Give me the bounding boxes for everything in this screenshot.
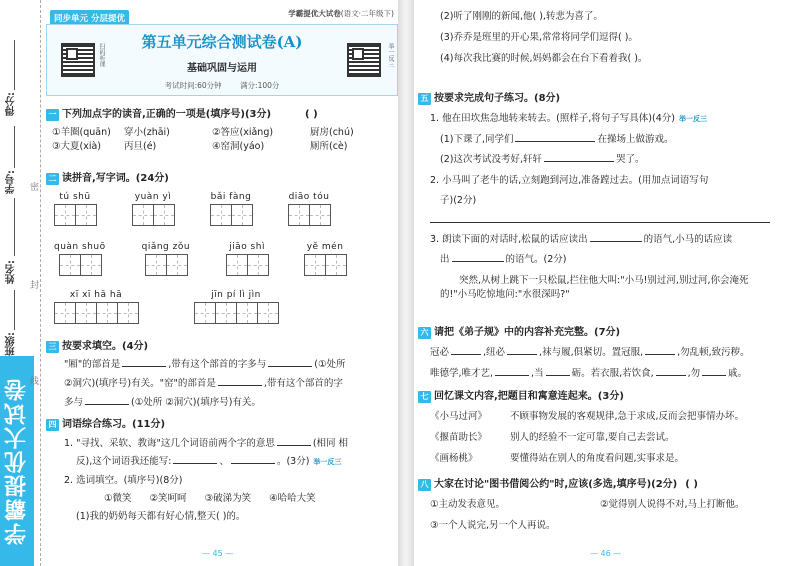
text: 多与 xyxy=(64,397,84,408)
writing-cell[interactable] xyxy=(166,254,188,276)
section-1-options xyxy=(52,126,394,154)
fill-blank[interactable] xyxy=(515,141,595,142)
seal-char-2: 封 xyxy=(30,281,40,291)
fill-blank[interactable] xyxy=(277,445,311,446)
fill-blank[interactable] xyxy=(544,161,614,162)
writing-cell[interactable] xyxy=(96,302,118,324)
section-6-title: 请把《弟子规》中的内容补充完整。(7分) xyxy=(434,327,621,338)
text: 在操场上做游戏。 xyxy=(597,134,674,145)
sentence-line: (4)每次我比赛的时候,妈妈都会在台下看着我( )。 xyxy=(440,53,648,64)
fill-blank[interactable] xyxy=(173,463,217,464)
writing-cell[interactable] xyxy=(231,204,253,226)
match-row xyxy=(430,452,778,465)
section-7-number: 七 xyxy=(418,391,431,403)
pinyin-text: qiǎng zǒu xyxy=(141,242,191,252)
text: 3. 朗读下面的对话时,松鼠的话应读出 xyxy=(430,234,588,245)
choice: ②笑呵呵 xyxy=(149,493,187,504)
section-8 xyxy=(418,478,778,532)
section-1-title: 下列加点字的读音,正确的一项是(填序号)(3分) xyxy=(62,109,272,120)
option-text: ②觉得别人说得不对,马上打断他。 xyxy=(600,499,745,510)
text: ,带有这个部首的字多与 xyxy=(168,359,267,370)
fill-blank[interactable] xyxy=(590,241,642,242)
writing-cell[interactable] xyxy=(75,302,97,324)
fill-blank[interactable] xyxy=(546,375,570,376)
fill-blank[interactable] xyxy=(85,404,129,405)
pinyin-group xyxy=(54,290,138,324)
moral-text[interactable]: 不顾事物发展的客观规律,急于求成,反而会把事情办坏。 xyxy=(510,411,745,422)
section-5-header xyxy=(418,92,778,106)
option-text: 厨房(chú) xyxy=(310,127,354,138)
section-6-line-2 xyxy=(430,367,778,380)
section-2-title: 读拼音,写字词。(24分) xyxy=(62,173,169,184)
exam-header xyxy=(46,24,398,96)
section-7-header xyxy=(418,390,778,404)
section-3-title: 按要求填空。(4分) xyxy=(62,341,149,352)
pinyin-group xyxy=(226,242,268,276)
text: ,当 xyxy=(531,368,544,379)
option-text: ①主动发表意见。 xyxy=(430,499,506,510)
name-label: 姓名: xyxy=(6,260,17,284)
pinyin-text: xī xī hā hā xyxy=(69,290,123,300)
text: (①处所 xyxy=(314,359,346,370)
section-3-header xyxy=(46,340,394,354)
fill-blank[interactable] xyxy=(495,375,529,376)
writing-cell[interactable] xyxy=(75,204,97,226)
section-4-title: 词语综合练习。(11分) xyxy=(62,419,166,430)
text: 1. "寻找、采软、教诲"这几个词语前两个字的意思 xyxy=(64,438,275,449)
writing-cell[interactable] xyxy=(304,254,326,276)
series-name: 学霸提优大试卷(语文·二年级下) xyxy=(288,9,394,18)
fill-blank[interactable] xyxy=(452,261,504,262)
section-4-header xyxy=(46,418,394,432)
writing-cell[interactable] xyxy=(247,254,269,276)
pinyin-group xyxy=(194,290,278,324)
text: "厢"的部首是 xyxy=(64,359,121,370)
text: ,带有这个部首的字 xyxy=(263,378,343,389)
text: 的语气。(2分) xyxy=(505,254,567,265)
text: ②洞穴)(填序号)有关。"窑"的部首是 xyxy=(64,378,216,389)
moral-text[interactable]: 要懂得站在别人的角度看问题,实事求是。 xyxy=(510,453,685,464)
section-5-q3-line-2 xyxy=(440,253,778,266)
left-page xyxy=(42,0,398,566)
fill-blank[interactable] xyxy=(645,354,675,355)
seal-char-3: 线 xyxy=(30,377,40,387)
story-title[interactable]: 《画杨桃》 xyxy=(430,453,478,464)
text: 反),这个词语我还能写: xyxy=(76,456,172,467)
fill-blank[interactable] xyxy=(656,375,686,376)
pinyin-text: bǎi fàng xyxy=(210,192,252,202)
text: 冠必 xyxy=(430,347,450,358)
pinyin-group xyxy=(288,192,330,226)
pinyin-text: diāo tóu xyxy=(288,192,330,202)
writing-cell[interactable] xyxy=(132,204,154,226)
option-text: 穿小(zhāi) xyxy=(124,127,170,138)
section-2-header xyxy=(46,172,169,186)
pinyin-group xyxy=(54,192,96,226)
section-7 xyxy=(418,390,778,465)
writing-cell[interactable] xyxy=(194,302,216,324)
option-text: 丙旦(é) xyxy=(124,141,157,152)
student-id-line xyxy=(14,126,15,168)
dialogue-passage: 突然,从树上跳下一只松鼠,拦住他大叫:"小马!别过河,别过河,你会淹死的!"小马吃惊地问:"水很深吗?" xyxy=(440,275,749,300)
writing-cell[interactable] xyxy=(54,204,76,226)
exam-score: 满分:100分 xyxy=(240,81,280,90)
section-5-number: 五 xyxy=(418,93,431,105)
pinyin-group xyxy=(210,192,252,226)
pinyin-group xyxy=(54,242,106,276)
section-5-title: 按要求完成句子练习。(8分) xyxy=(434,93,561,104)
seal-char-1: 密 xyxy=(30,183,40,193)
score-line xyxy=(14,40,15,90)
fill-blank[interactable] xyxy=(702,375,726,376)
writing-cell[interactable] xyxy=(257,302,279,324)
section-4-q1-line-1 xyxy=(64,437,394,450)
sentence-line: (2)听了刚刚的新闻,他( ),转悲为喜了。 xyxy=(440,11,603,22)
section-3-line-3 xyxy=(64,396,394,409)
section-3-line-1 xyxy=(64,358,394,371)
text: 唯德学,唯才艺, xyxy=(430,368,494,379)
writing-cell[interactable] xyxy=(54,302,76,324)
pinyin-text: jiāo shì xyxy=(229,242,265,252)
section-1-number: 一 xyxy=(46,109,59,121)
fill-blank[interactable] xyxy=(122,366,166,367)
right-page xyxy=(414,0,784,566)
text: ,勿 xyxy=(687,368,701,379)
moral-text[interactable]: 别人的经验不一定可靠,要自己去尝试。 xyxy=(510,432,675,443)
match-row xyxy=(430,410,778,423)
section-1-answer[interactable]: ( ) xyxy=(305,109,318,120)
score-label: 得分: xyxy=(6,92,17,116)
pinyin-text: yuàn yì xyxy=(134,192,172,202)
story-title[interactable]: 《揠苗助长》 xyxy=(430,432,488,443)
section-6-number: 六 xyxy=(418,327,431,339)
section-4-q1-line-2: 反),这个词语我还能写: 、 。(3分) 举一反三 xyxy=(76,456,342,467)
text: ,袜与履,俱紧切。置冠服, xyxy=(539,347,644,358)
section-6-line-1 xyxy=(430,346,778,359)
qr-right-caption: 举一反三 xyxy=(387,43,394,67)
brand-vertical-banner: 学霸提优大试卷 xyxy=(0,356,34,566)
text: 哭了。 xyxy=(615,154,645,165)
text: (相同 相 xyxy=(312,438,349,449)
text: (1)下课了,同学们 xyxy=(440,134,514,145)
writing-cell[interactable] xyxy=(288,204,310,226)
class-label: 班级: xyxy=(6,332,17,356)
option-text: ①羊圈(quān) xyxy=(52,127,111,138)
section-6 xyxy=(418,326,778,380)
page-number-left: — 45 — xyxy=(202,549,234,558)
writing-cell[interactable] xyxy=(210,204,232,226)
fill-blank[interactable] xyxy=(218,385,262,386)
writing-cell[interactable] xyxy=(226,254,248,276)
section-4-q2-sentence-1: (1)我的奶奶每天都有好心情,整天( )的。 xyxy=(76,511,246,522)
pinyin-text: tú shū xyxy=(59,192,91,202)
writing-cell[interactable] xyxy=(325,254,347,276)
exam-subtitle: 基础巩固与运用 xyxy=(187,63,257,74)
writing-cell[interactable] xyxy=(215,302,237,324)
section-3-number: 三 xyxy=(46,341,59,353)
section-3 xyxy=(46,340,394,409)
section-8-options-row-1 xyxy=(430,498,778,511)
section-1-header xyxy=(46,108,394,122)
section-8-number: 八 xyxy=(418,479,431,491)
pinyin-text: yě mén xyxy=(306,242,344,252)
exam-meta xyxy=(47,80,397,91)
sentence-line: (3)乔乔是班里的开心果,常常将同学们逗得( )。 xyxy=(440,32,638,43)
pinyin-group xyxy=(132,192,174,226)
section-4-q2: 2. 选词填空。(填序号)(8分) xyxy=(64,475,183,486)
option-text: ③大夏(xià) xyxy=(52,141,102,152)
class-line xyxy=(14,290,15,330)
section-8-options-row-2: ③一个人说完,另一个人再说。 xyxy=(430,520,556,531)
text: (①处所 ②洞穴)(填序号)有关。 xyxy=(131,397,261,408)
section-5-q2-line-2: 子)(2分) xyxy=(440,195,477,206)
section-4-number: 四 xyxy=(46,419,59,431)
writing-cell[interactable] xyxy=(145,254,167,276)
section-8-title: 大家在讨论"图书借阅公约"时,应该(多选,填序号)(2分) xyxy=(434,479,678,490)
section-4 xyxy=(46,418,394,523)
exam-title: 第五单元综合测试卷(A) xyxy=(141,33,303,51)
section-4-continued xyxy=(418,10,778,65)
answer-line[interactable] xyxy=(430,221,770,223)
fill-blank[interactable] xyxy=(507,354,537,355)
fill-blank[interactable] xyxy=(231,463,275,464)
section-2-number: 二 xyxy=(46,173,59,185)
section-5-q1 xyxy=(430,112,778,126)
book-gutter xyxy=(398,0,414,566)
writing-cell[interactable] xyxy=(117,302,139,324)
section-5-q2-line-1: 2. 小马叫了老牛的话,立刻跑到河边,准备蹚过去。(用加点词语写句 xyxy=(430,175,709,186)
story-title[interactable]: 《小马过河》 xyxy=(430,411,488,422)
practice-more-link[interactable]: 举一反三 xyxy=(313,458,342,466)
text: ,纽必 xyxy=(483,347,506,358)
fill-blank[interactable] xyxy=(268,366,312,367)
section-4-choices xyxy=(104,492,394,505)
section-7-title: 回忆课文内容,把题目和寓意连起来。(3分) xyxy=(434,391,624,402)
fill-blank[interactable] xyxy=(451,354,481,355)
section-5-q3-line-1 xyxy=(430,233,778,246)
pinyin-row-2 xyxy=(54,242,354,276)
text: 的语气,小马的话应读 xyxy=(643,234,733,245)
section-8-header xyxy=(418,478,778,492)
choice: ①微笑 xyxy=(104,493,132,504)
choice: ④哈哈大笑 xyxy=(269,493,316,504)
text: 。(3分) xyxy=(276,456,310,467)
student-id-label: 学号: xyxy=(6,170,17,194)
page-number-right: — 46 — xyxy=(590,549,622,558)
practice-more-link[interactable]: 举一反三 xyxy=(678,115,707,123)
text: 1. 他在田坎焦急地转来转去。(照样子,将句子写具体)(4分) xyxy=(430,113,675,124)
section-6-header xyxy=(418,326,778,340)
section-5-q1a xyxy=(440,133,778,146)
text: ,勿乱顿,致污秽。 xyxy=(677,347,750,358)
name-line xyxy=(14,198,15,256)
section-2 xyxy=(46,172,169,186)
option-text: ②答应(xiǎng) xyxy=(212,127,274,138)
unit-tag: 同步单元 分层提优 xyxy=(50,10,129,26)
writing-cell[interactable] xyxy=(236,302,258,324)
writing-cell[interactable] xyxy=(80,254,102,276)
text: 出 xyxy=(440,254,450,265)
writing-cell[interactable] xyxy=(59,254,81,276)
pinyin-row-3 xyxy=(54,290,286,324)
option-text: ④窑洞(yáo) xyxy=(212,141,265,152)
match-row xyxy=(430,431,778,444)
pinyin-row-1 xyxy=(54,192,338,226)
writing-cell[interactable] xyxy=(153,204,175,226)
text: (2)这次考试没考好,轩轩 xyxy=(440,154,542,165)
writing-cell[interactable] xyxy=(309,204,331,226)
section-3-line-2 xyxy=(64,377,394,390)
pinyin-text: jīn pí lì jìn xyxy=(211,290,261,300)
section-1 xyxy=(46,108,394,154)
pinyin-group xyxy=(142,242,190,276)
text: 戚。 xyxy=(728,368,748,379)
section-5 xyxy=(418,92,778,302)
qr-left-caption: 扫码听课 xyxy=(98,43,105,67)
pinyin-text: quàn shuō xyxy=(54,242,106,252)
pinyin-group xyxy=(304,242,346,276)
section-5-q1b xyxy=(440,153,778,166)
option-text: 厕所(cè) xyxy=(310,141,348,152)
text: 砺。若衣服,若饮食, xyxy=(571,368,654,379)
exam-time: 考试时间:60分钟 xyxy=(164,81,222,90)
choice: ③破涕为笑 xyxy=(204,493,252,504)
section-8-answer[interactable]: ( ) xyxy=(685,479,698,490)
